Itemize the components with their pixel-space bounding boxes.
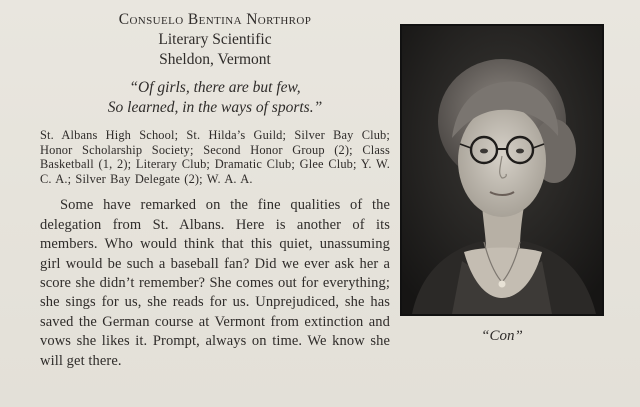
quote-line-2: So learned, in the ways of sports.” [107, 99, 323, 116]
activities-list: St. Albans High School; St. Hilda’s Guild; Silver Bay Club; Honor Scholarship Society; Second Honor Group (2); Class Basketball (1, 2); Literary Club; Dramatic Club; Glee Club; Y. W. C. A.; Silver Bay Delegate (2); W. A. A. [40, 128, 390, 186]
portrait-photo [400, 24, 604, 316]
biography-paragraph: Some have remarked on the fine qualities of the delegation from St. Albans. Here is another of its members. Who would think that this quiet, unassuming girl would be such a baseball fan? Did we ever ask her a score she didn’t remember? She comes out for everything; she sings for us, she reads for us. Unprejudiced, she has saved the German course at Vermont from extinction and vows she likes it. Prompt, always on time. We know she will get there. [40, 197, 390, 369]
entry-text-column [40, 10, 390, 371]
quote [40, 78, 390, 118]
quote-line-1: “Of girls, there are but few, [129, 79, 301, 96]
student-name: Consuelo Bentina Northrop [118, 11, 312, 28]
portrait-illustration [402, 26, 602, 314]
hometown: Sheldon, Vermont [159, 51, 271, 68]
nickname-caption: “Con” [481, 328, 523, 344]
course-of-study: Literary Scientific [158, 31, 272, 48]
